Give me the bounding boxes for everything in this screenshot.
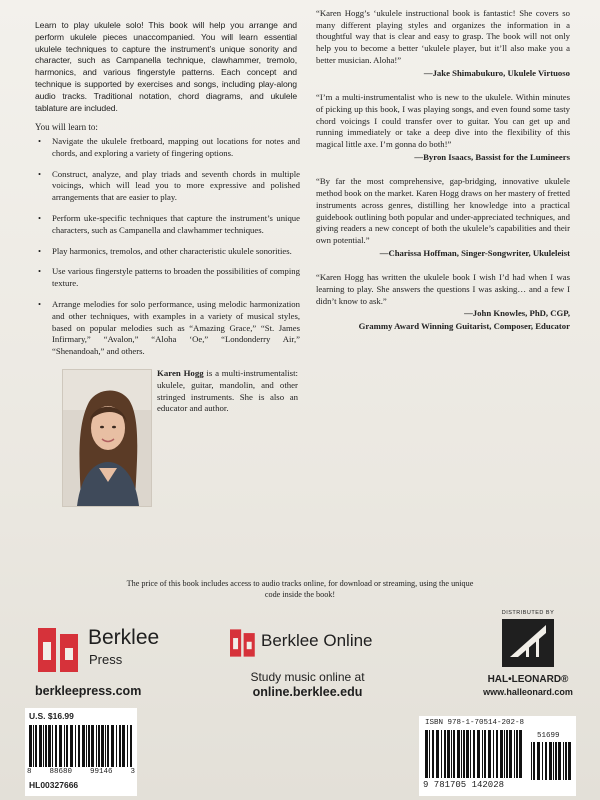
barcode-bar	[514, 730, 515, 778]
barcode-addon-icon	[531, 742, 571, 780]
barcode-bar	[101, 725, 104, 767]
barcode-bar	[33, 725, 34, 767]
barcode-bar	[35, 725, 37, 767]
barcode-icon	[425, 730, 525, 778]
berklee-press-name: Berklee	[88, 626, 160, 649]
barcode-bar	[91, 725, 94, 767]
isbn-digits: 9 781705 142028	[423, 780, 505, 790]
barcode-bar	[553, 742, 554, 780]
testimonial	[316, 8, 570, 79]
barcode-bar	[555, 742, 557, 780]
barcode-bar	[98, 725, 100, 767]
barcode-bar	[39, 725, 42, 767]
barcode-bar	[64, 725, 65, 767]
barcode-bar	[96, 725, 97, 767]
barcode-bar	[52, 725, 53, 767]
barcode-bar	[45, 725, 47, 767]
testimonial-attribution: —Byron Isaacs, Bassist for the Lumineers	[414, 151, 570, 162]
hal-leonard-url[interactable]: www.halleonard.com	[483, 687, 573, 697]
barcode-digit: 88680	[49, 768, 72, 776]
author-name: Karen Hogg	[157, 368, 204, 378]
barcode-bar	[568, 742, 571, 780]
testimonial-attribution: —Jake Shimabukuro, Ukulele Virtuoso	[423, 67, 570, 78]
barcode-bar	[429, 730, 430, 778]
list-item: • Play harmonics, tremolos, and other characteristic ukulele sonorities.	[35, 246, 300, 258]
barcode-bar	[78, 725, 80, 767]
barcode-bar	[533, 742, 535, 780]
berklee-press-sub: Press	[89, 652, 123, 667]
barcode-bar	[506, 730, 508, 778]
testimonial-text: “Karen Hogg’s ‘ukulele instructional book is fantastic! She covers so many different playing styles and organizes the information in a thoughtful way that is clear and easy to grasp. The book will not only help you to become a better ‘ukulele player, but it’ll also make you a better musician. Aloha!”	[316, 8, 570, 65]
berklee-press-url[interactable]: berkleepress.com	[35, 684, 142, 698]
berklee-mark-icon	[230, 628, 256, 658]
testimonial	[316, 176, 570, 259]
barcode-bar	[70, 725, 73, 767]
testimonial	[316, 92, 570, 163]
barcode-bar	[453, 730, 455, 778]
testimonials	[316, 8, 570, 346]
barcode-bar	[549, 742, 552, 780]
barcode-bar	[500, 730, 503, 778]
barcode-bar	[43, 725, 44, 767]
barcode-bar	[463, 730, 465, 778]
barcode-bar	[48, 725, 51, 767]
product-code: HL00327666	[29, 780, 79, 790]
barcode-bar	[425, 730, 428, 778]
isbn-label: ISBN 978-1-70514-202-8	[425, 719, 525, 727]
barcode-digit: 3	[130, 768, 135, 776]
barcode-bar	[457, 730, 460, 778]
barcode-bar	[432, 730, 434, 778]
barcode-bar	[59, 725, 62, 767]
barcode-bar	[447, 730, 450, 778]
barcode-bar	[516, 730, 518, 778]
barcode-bar	[488, 730, 491, 778]
barcode-bar	[29, 725, 32, 767]
hal-leonard-mark-icon	[502, 619, 554, 667]
barcode-bar	[82, 725, 85, 767]
barcode-icon	[29, 725, 133, 767]
distributed-by-label: DISTRIBUTED BY	[501, 610, 555, 616]
isbn-addon: 51699	[537, 732, 560, 740]
study-line: Study music online at	[250, 670, 365, 684]
barcode-bar	[75, 725, 76, 767]
barcode-bar	[466, 730, 469, 778]
berklee-mark-icon	[38, 628, 80, 672]
barcode-bar	[496, 730, 498, 778]
berklee-online-url[interactable]: online.berklee.edu	[252, 685, 363, 699]
isbn-barcode	[419, 716, 576, 796]
barcode-bar	[88, 725, 90, 767]
list-item: • Construct, analyze, and play triads and seventh chords in multiple voicings, which will lead you to more expressive and polished arrangements that are easier to play.	[35, 169, 300, 204]
list-item: • Use various fingerstyle patterns to broaden the possibilities of comping texture.	[35, 266, 300, 290]
barcode-bar	[436, 730, 439, 778]
testimonial-attribution-title: Grammy Award Winning Guitarist, Composer, Educator	[358, 321, 570, 332]
barcode-bar	[105, 725, 106, 767]
testimonial-text: “By far the most comprehensive, gap-bridging, innovative ukulele method book on the market. Karen Hogg draws on her mastery of fretted instruments across genres, distilling her knowledge into a practical guidebook outlining both popular and under-appreciated techniques, and giving readers a new concept of both the ukulele’s capabilities and their own potential.”	[316, 176, 570, 245]
list-item: • Navigate the ukulele fretboard, mapping out locations for notes and chords, and exploring a variety of fingering options.	[35, 136, 300, 160]
barcode-bar	[545, 742, 547, 780]
barcode-bar	[565, 742, 567, 780]
barcode-bar	[542, 742, 543, 780]
barcode-bar	[86, 725, 87, 767]
barcode-bar	[119, 725, 121, 767]
hal-leonard-name: HAL•LEONARD®	[487, 674, 569, 685]
barcode-bar	[482, 730, 483, 778]
testimonial-text: “Karen Hogg has written the ukulele book I wish I’d had when I was learning to play. She answers the questions I was asking… and a few I didn’t know to ask.”	[316, 272, 570, 306]
learning-list	[35, 136, 300, 367]
barcode-bar	[519, 730, 522, 778]
barcode-bar	[127, 725, 128, 767]
barcode-bar	[111, 725, 114, 767]
intro-paragraph: Learn to play ukulele solo! This book will help you arrange and perform ukulele pieces unaccompanied. You will learn essential ukulele techniques to capture the instrument’s unique sonority and character, such as Campanella technique, clawhammer, tremolo, harmonics, and various fingerstyle patterns. Each concept and technique is supported by exercises and songs, including play-along audio tracks. Traditional notation, chord diagrams, and ukulele tablature are included.	[35, 20, 297, 113]
barcode-bar	[470, 730, 471, 778]
author-photo	[62, 369, 152, 507]
testimonial	[316, 272, 570, 333]
audio-access-note: The price of this book includes access to audio tracks online, for download or streaming, using the unique code inside the book!	[126, 579, 474, 599]
barcode-bar	[558, 742, 561, 780]
author-bio-text: is a multi-instrumentalist: ukulele, guitar, mandolin, and other stringed instruments. She is also an educator and author.	[157, 368, 298, 414]
list-item: • Perform uke-specific techniques that capture the instrument’s unique characters, such as Campanella and clawhammer techniques.	[35, 213, 300, 237]
berklee-online-name: Berklee Online	[261, 631, 373, 650]
study-online	[240, 670, 375, 700]
barcode-bar	[531, 742, 532, 780]
barcode-bar	[477, 730, 480, 778]
barcode-bar	[122, 725, 125, 767]
barcode-bar	[55, 725, 57, 767]
barcode-bar	[441, 730, 442, 778]
barcode-bar	[461, 730, 462, 778]
testimonial-text: “I’m a multi-instrumentalist who is new to the ukulele. Within minutes of picking up this book, I was playing songs, and even found some tasty chord voicings I could transfer over to guitar. You can get up and running immediately or take a deep dive into the flexibility of this magical little axe. I’m gonna do both!”	[316, 92, 570, 150]
hal-leonard-logo	[478, 610, 578, 697]
barcode-bar	[473, 730, 475, 778]
testimonial-attribution: —Charissa Hoffman, Singer-Songwriter, Ukuleleist	[379, 247, 570, 258]
barcode-bar	[504, 730, 505, 778]
barcode-bar	[451, 730, 452, 778]
barcode-bar	[66, 725, 68, 767]
barcode-bar	[130, 725, 132, 767]
learn-heading: You will learn to:	[35, 122, 98, 132]
barcode-digit: 99146	[89, 768, 113, 776]
barcode-bar	[116, 725, 117, 767]
testimonial-attribution: —John Knowles, PhD, CGP,	[464, 308, 570, 319]
price-label: U.S. $16.99	[29, 711, 74, 721]
barcode-bar	[484, 730, 486, 778]
list-item: • Arrange melodies for solo performance, using melodic harmonization and other techniques, with examples in a variety of musical styles, based on popular melodies such as “Amazing Grace,” “St. James Infirmary,” “Avalon,” “Aloha ‘Oe,” “Londonderry Air,” “Shenandoah,” and others.	[35, 299, 300, 358]
author-bio	[157, 368, 298, 415]
barcode-bar	[537, 742, 540, 780]
barcode-bar	[563, 742, 564, 780]
barcode-bar	[107, 725, 109, 767]
barcode-bar	[444, 730, 446, 778]
barcode-bar	[493, 730, 494, 778]
barcode-bar	[509, 730, 512, 778]
barcode-digit: 8	[27, 768, 32, 776]
price-barcode	[25, 708, 137, 796]
